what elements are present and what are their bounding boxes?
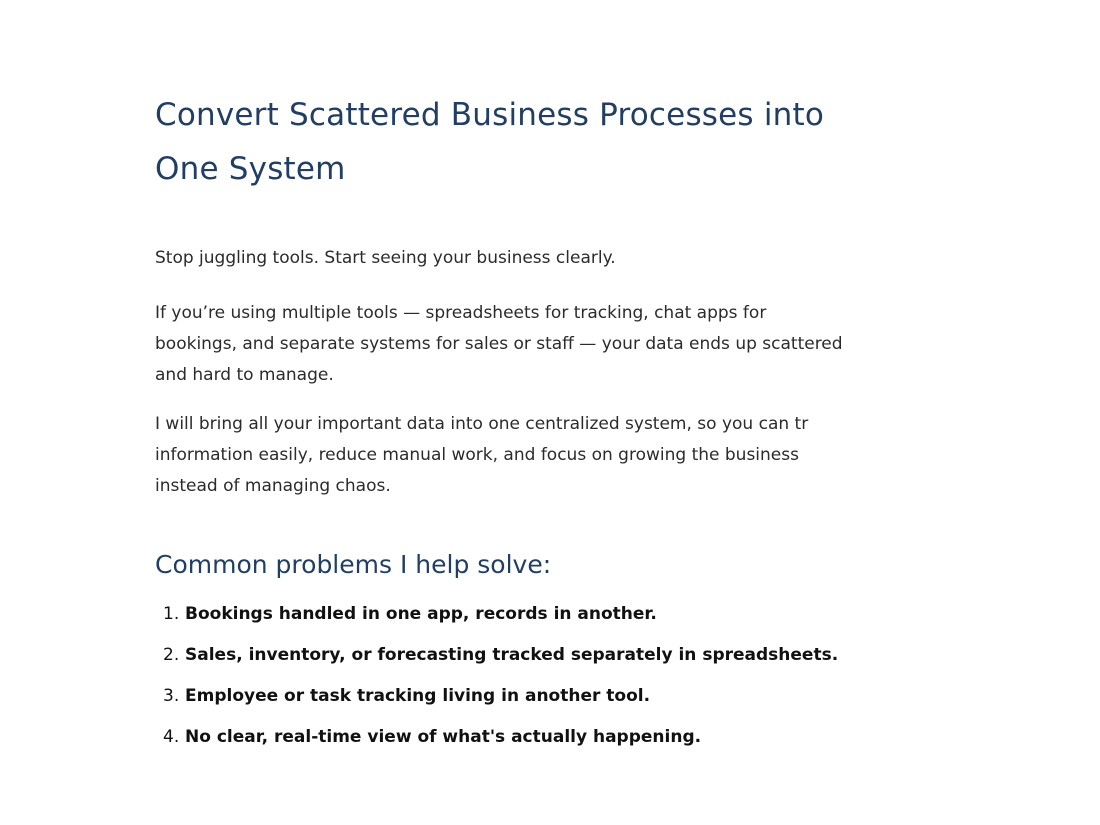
list-item xyxy=(163,717,875,758)
page-title-line-1: Convert Scattered Business Processes into xyxy=(155,97,825,133)
problems-list xyxy=(163,594,875,758)
list-item-number: 1. xyxy=(163,604,180,624)
section-title-problems: Common problems I help solve: xyxy=(155,550,552,579)
content-page xyxy=(155,88,875,758)
list-item-number: 3. xyxy=(163,686,180,706)
page-title-line-2: One System xyxy=(155,151,346,187)
paragraph-tools: If you’re using multiple tools — spreadsheets for tracking, chat apps for bookings, and separate systems for sales or staff — your data ends up scattered and hard to manage. xyxy=(155,303,843,385)
list-item xyxy=(163,594,875,635)
intro-text: Stop juggling tools. Start seeing your business clearly. xyxy=(155,248,616,268)
list-item-text: No clear, real-time view of what's actually happening. xyxy=(185,727,702,747)
list-item xyxy=(163,635,875,676)
paragraph-centralized-system xyxy=(155,409,875,502)
list-item-text: Bookings handled in one app, records in another. xyxy=(185,604,657,624)
list-item-number: 4. xyxy=(163,727,180,747)
paragraph-line-3: instead of managing chaos. xyxy=(155,476,391,496)
page-title xyxy=(155,88,875,196)
list-item-number: 2. xyxy=(163,645,180,665)
list-item-text: Sales, inventory, or forecasting tracked separately in spreadsheets. xyxy=(185,645,839,665)
paragraph-line-2: information easily, reduce manual work, and focus on growing the business xyxy=(155,445,799,465)
list-item-text: Employee or task tracking living in another tool. xyxy=(185,686,651,706)
paragraph-line-1: I will bring all your important data into one centralized system, so you can tr xyxy=(155,414,809,434)
list-item xyxy=(163,676,875,717)
